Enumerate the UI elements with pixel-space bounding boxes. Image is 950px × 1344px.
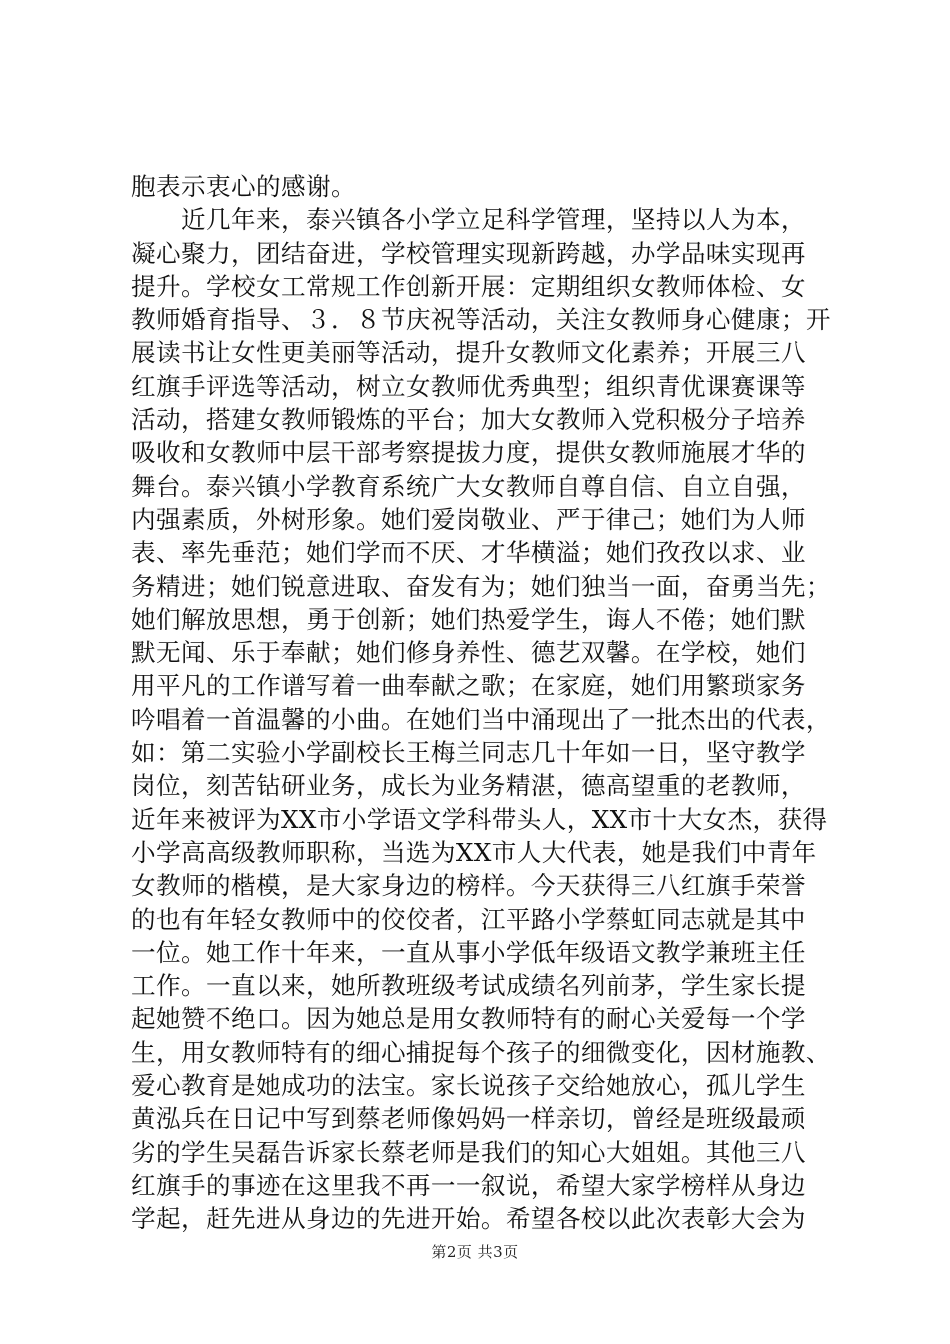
text-line: 用平凡的工作谱写着一曲奉献之歌；在家庭，她们用繁琐家务	[131, 671, 806, 701]
text-line: 默无闻、乐于奉献；她们修身养性、德艺双馨。在学校，她们	[131, 638, 806, 668]
text-line: 展读书让女性更美丽等活动，提升女教师文化素养；开展三八	[131, 338, 806, 368]
text-line: 岗位，刻苦钻研业务，成长为业务精湛，德高望重的老教师，	[131, 771, 806, 801]
page-footer	[0, 1241, 950, 1262]
text-line: 教师婚育指导、３．８节庆祝等活动，关注女教师身心健康；开	[131, 305, 831, 335]
text-line: 务精进；她们锐意进取、奋发有为；她们独当一面，奋勇当先；	[131, 571, 831, 601]
text-line: 凝心聚力，团结奋进，学校管理实现新跨越，办学品味实现再	[131, 238, 806, 268]
text-line: 生，用女教师特有的细心捕捉每个孩子的细微变化，因材施教、	[131, 1037, 831, 1067]
page-number: 第2页 共3页	[431, 1243, 519, 1261]
text-line: 爱心教育是她成功的法宝。家长说孩子交给她放心，孤儿学生	[131, 1071, 806, 1101]
text-line: 红旗手的事迹在这里我不再一一叙说，希望大家学榜样从身边	[131, 1170, 806, 1200]
text-line: 胞表示衷心的感谢。	[131, 172, 356, 201]
text-line: 提升。学校女工常规工作创新开展：定期组织女教师体检、女	[131, 271, 806, 301]
text-line: 吟唱着一首温馨的小曲。在她们当中涌现出了一批杰出的代表，	[131, 704, 831, 734]
text-line: 近年来被评为XX市小学语文学科带头人，XX市十大女杰，获得	[131, 804, 828, 834]
text-line: 活动，搭建女教师锻炼的平台；加大女教师入党积极分子培养	[131, 405, 806, 435]
text-line: 起她赞不绝口。因为她总是用女教师特有的耐心关爱每一个学	[131, 1004, 806, 1034]
text-line: 表、率先垂范；她们学而不厌、才华横溢；她们孜孜以求、业	[131, 538, 806, 568]
text-line: 如：第二实验小学副校长王梅兰同志几十年如一日，坚守教学	[131, 738, 806, 768]
text-line: 红旗手评选等活动，树立女教师优秀典型；组织青优课赛课等	[131, 371, 806, 401]
text-line: 女教师的楷模，是大家身边的榜样。今天获得三八红旗手荣誉	[131, 871, 806, 901]
text-line: 内强素质，外树形象。她们爱岗敬业、严于律己；她们为人师	[131, 504, 806, 534]
text-line: 小学高高级教师职称，当选为XX市人大代表，她是我们中青年	[131, 837, 817, 867]
text-line: 舞台。泰兴镇小学教育系统广大女教师自尊自信、自立自强，	[131, 471, 806, 501]
text-line: 近几年来，泰兴镇各小学立足科学管理，坚持以人为本，	[131, 205, 806, 235]
text-line: 吸收和女教师中层干部考察提拔力度，提供女教师施展才华的	[131, 438, 806, 468]
text-line: 学起，赶先进从身边的先进开始。希望各校以此次表彰大会为	[131, 1204, 806, 1234]
text-line: 的也有年轻女教师中的佼佼者，江平路小学蔡虹同志就是其中	[131, 904, 806, 934]
text-line: 她们解放思想，勇于创新；她们热爱学生，诲人不倦；她们默	[131, 604, 806, 634]
body-text	[131, 170, 831, 1236]
text-line: 黄泓兵在日记中写到蔡老师像妈妈一样亲切，曾经是班级最顽	[131, 1104, 806, 1134]
text-line: 劣的学生吴磊告诉家长蔡老师是我们的知心大姐姐。其他三八	[131, 1137, 806, 1167]
text-line: 工作。一直以来，她所教班级考试成绩名列前茅，学生家长提	[131, 971, 806, 1001]
text-line: 一位。她工作十年来，一直从事小学低年级语文教学兼班主任	[131, 937, 806, 967]
